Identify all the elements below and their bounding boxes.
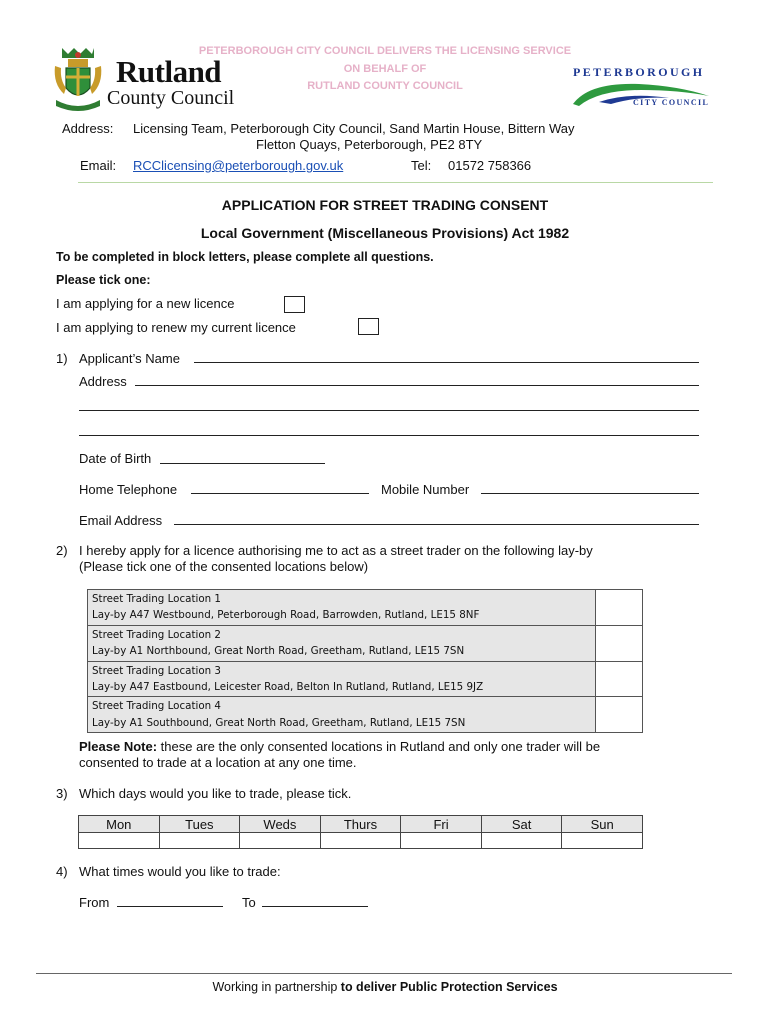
address-field-line-3[interactable]: [79, 435, 699, 436]
days-header-row: [79, 816, 643, 833]
day-sun: Sun: [562, 816, 643, 833]
form-act: Local Government (Miscellaneous Provisions) Act 1982: [200, 225, 570, 241]
tel-value: 01572 758366: [448, 158, 532, 173]
location-1-title: Street Trading Location 1: [92, 593, 221, 605]
please-note-label: Please Note:: [79, 739, 158, 754]
mobile-number-label: Mobile Number: [381, 482, 470, 497]
day-fri: Fri: [401, 816, 482, 833]
location-row-2: [88, 625, 643, 661]
location-row-1: [88, 590, 643, 626]
email-address-label: Email Address: [79, 513, 163, 528]
home-telephone-label: Home Telephone: [79, 482, 178, 497]
location-row-3: [88, 661, 643, 697]
q2-subtext: (Please tick one of the consented locations below): [79, 559, 369, 574]
applicant-name-field[interactable]: [194, 362, 699, 363]
dob-label: Date of Birth: [79, 451, 152, 466]
day-sat: Sat: [481, 816, 562, 833]
day-weds: Weds: [240, 816, 321, 833]
to-time-field[interactable]: [262, 906, 368, 907]
to-label: To: [242, 895, 256, 910]
please-note: [79, 739, 600, 754]
tel-label: Tel:: [411, 158, 432, 173]
fri-tick-cell[interactable]: [401, 833, 482, 849]
email-label: Email:: [80, 158, 117, 173]
location-4-title: Street Trading Location 4: [92, 700, 221, 713]
location-3-tick-box[interactable]: [596, 661, 643, 697]
location-2-title: Street Trading Location 2: [92, 628, 221, 641]
mobile-number-field[interactable]: [481, 493, 699, 494]
footer-divider: [36, 973, 732, 974]
form-title: APPLICATION FOR STREET TRADING CONSENT: [221, 197, 549, 213]
location-3-title: Street Trading Location 3: [92, 664, 221, 677]
applicant-name-label: Applicant’s Name: [79, 351, 180, 366]
mon-tick-cell[interactable]: [79, 833, 160, 849]
q4-number: 4): [56, 864, 68, 879]
dob-field[interactable]: [160, 463, 325, 464]
from-time-field[interactable]: [117, 906, 223, 907]
option-new-label: I am applying for a new licence: [56, 296, 235, 311]
location-1-tick-box[interactable]: [596, 590, 643, 626]
tick-one-heading: Please tick one:: [56, 273, 151, 287]
from-label: From: [79, 895, 110, 910]
banner-line-1: PETERBOROUGH CITY COUNCIL DELIVERS THE LICENSING SERVICE: [198, 45, 572, 57]
address-field-label: Address: [79, 374, 127, 389]
location-2-detail: Lay-by A1 Northbound, Great North Road, Greetham, Rutland, LE15 7SN: [92, 645, 465, 658]
location-4-detail: Lay-by A1 Southbound, Great North Road, Greetham, Rutland, LE15 7SN: [92, 716, 466, 729]
location-3-detail: Lay-by A47 Eastbound, Leicester Road, Belton In Rutland, Rutland, LE15 9JZ: [92, 681, 484, 694]
tues-tick-cell[interactable]: [159, 833, 240, 849]
new-licence-checkbox[interactable]: [284, 296, 305, 313]
email-link[interactable]: RCClicensing@peterborough.gov.uk: [133, 158, 344, 173]
email-address-field[interactable]: [174, 524, 699, 525]
instructions: To be completed in block letters, please complete all questions.: [56, 250, 434, 264]
weds-tick-cell[interactable]: [240, 833, 321, 849]
q4-text: What times would you like to trade:: [79, 864, 281, 879]
location-4-tick-box[interactable]: [596, 697, 643, 733]
rutland-crest-icon: [52, 44, 104, 114]
sun-tick-cell[interactable]: [562, 833, 643, 849]
pcc-name: PETERBOROUGH: [573, 65, 705, 79]
day-mon: Mon: [79, 816, 160, 833]
q2-number: 2): [56, 543, 68, 558]
location-row-4: [88, 697, 643, 733]
q3-text: Which days would you like to trade, please tick.: [79, 786, 352, 801]
address-line-1: Licensing Team, Peterborough City Council, Sand Martin House, Bittern Way: [133, 121, 575, 136]
q1-number: 1): [56, 351, 68, 366]
footer-text: [0, 980, 770, 994]
days-table: [78, 815, 643, 849]
address-line-2: Fletton Quays, Peterborough, PE2 8TY: [256, 137, 483, 152]
footer-prefix: Working in partnership: [212, 980, 341, 994]
days-tick-row: [79, 833, 643, 849]
peterborough-city-council-logo: [565, 62, 715, 112]
rutland-subtitle: County Council: [107, 87, 235, 109]
please-note-text-2: consented to trade at a location at any one time.: [79, 755, 357, 770]
day-tues: Tues: [159, 816, 240, 833]
day-thurs: Thurs: [320, 816, 401, 833]
rutland-name: Rutland: [116, 54, 222, 89]
sat-tick-cell[interactable]: [481, 833, 562, 849]
location-1-detail: Lay-by A47 Westbound, Peterborough Road, Barrowden, Rutland, LE15 8NF: [92, 609, 480, 622]
thurs-tick-cell[interactable]: [320, 833, 401, 849]
banner-line-3: RUTLAND COUNTY COUNCIL: [307, 80, 463, 92]
q2-text: I hereby apply for a licence authorising me to act as a street trader on the following lay-by: [79, 543, 593, 558]
option-renew-label: I am applying to renew my current licence: [56, 320, 296, 335]
banner-line-2: ON BEHALF OF: [343, 63, 427, 75]
address-field-line-2[interactable]: [79, 410, 699, 411]
home-telephone-field[interactable]: [191, 493, 369, 494]
footer-bold: to deliver Public Protection Services: [340, 980, 558, 994]
address-label: Address:: [62, 121, 114, 136]
address-field-line-1[interactable]: [135, 385, 699, 386]
location-2-tick-box[interactable]: [596, 625, 643, 661]
header-divider: [78, 182, 713, 183]
pcc-subtitle: CITY COUNCIL: [633, 98, 710, 107]
locations-table: [87, 589, 643, 733]
please-note-text: these are the only consented locations in Rutland and only one trader will be: [157, 739, 601, 754]
renew-licence-checkbox[interactable]: [358, 318, 379, 335]
q3-number: 3): [56, 786, 68, 801]
